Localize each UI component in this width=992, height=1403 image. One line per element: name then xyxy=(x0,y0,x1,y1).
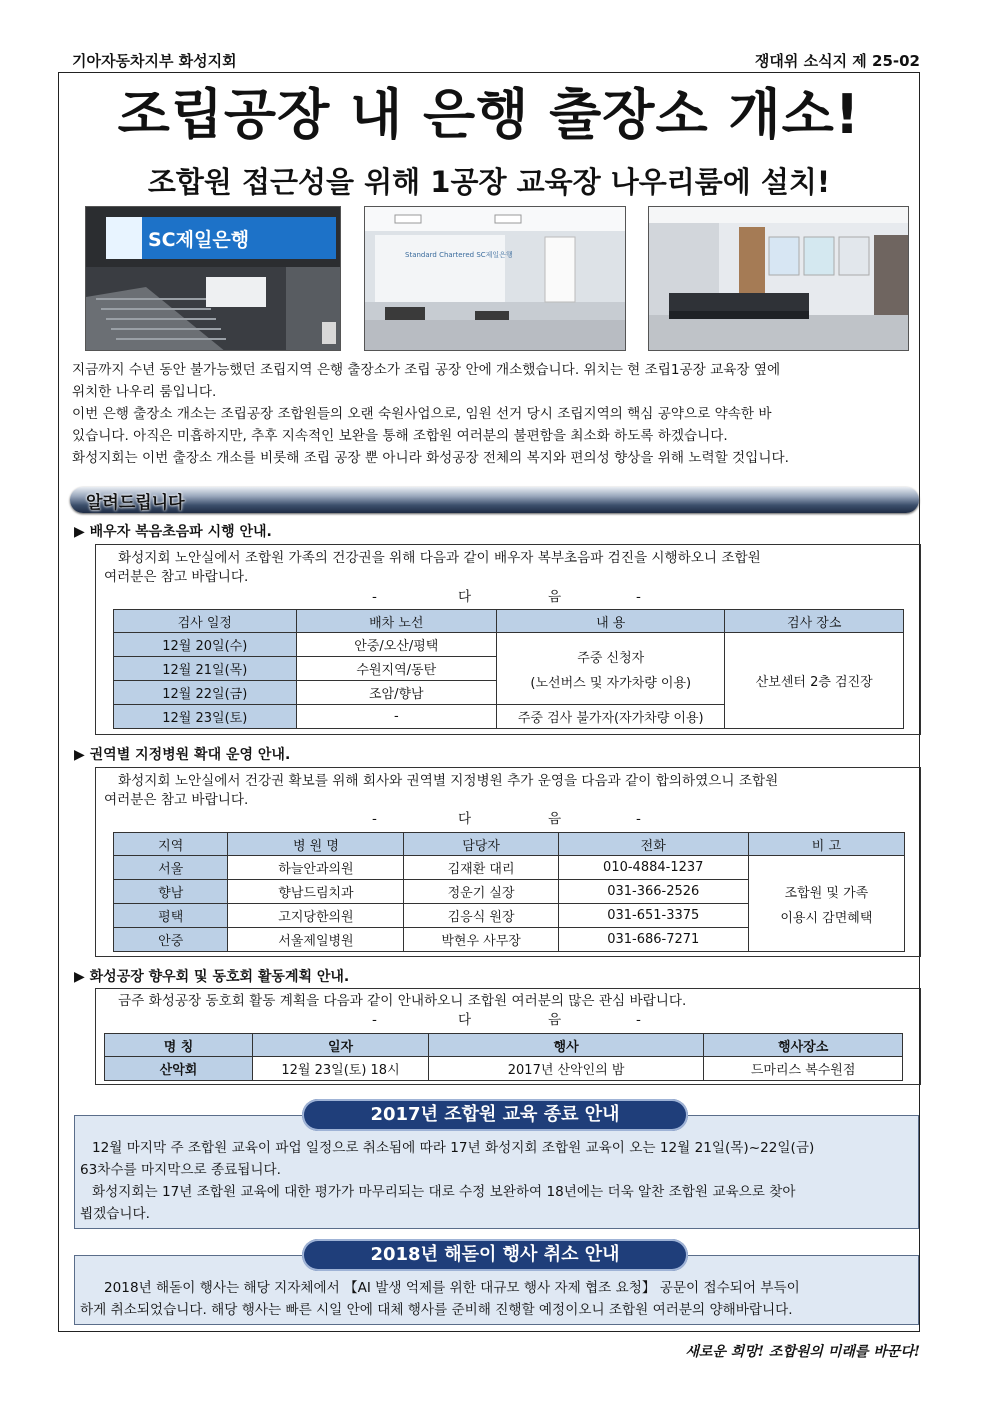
notice-2017-line: 63차수를 마지막으로 종료됩니다. xyxy=(80,1162,281,1178)
col-header: 내 용 xyxy=(497,610,725,633)
event-place: 드마리스 복수원점 xyxy=(704,1057,903,1081)
section-ultrasound-text-1: 화성지회 노안실에서 조합원 가족의 건강권을 위해 다음과 같이 배우자 복부초음파 검진을 시행하오니 조합원 xyxy=(118,550,761,566)
dagum-dash: - xyxy=(372,1012,377,1028)
office-sign-text: Standard Chartered SC제일은행 xyxy=(405,251,513,259)
dagum-da: 다 xyxy=(458,811,472,827)
dagum-da: 다 xyxy=(458,1012,472,1028)
contact-person: 정운기 실장 xyxy=(404,880,558,904)
phone-number: 031-366-2526 xyxy=(558,880,748,904)
notice-2017-line: 뵙겠습니다. xyxy=(80,1206,150,1222)
notice-2017-title: 2017년 조합원 교육 종료 안내 xyxy=(302,1099,688,1131)
col-header: 명 칭 xyxy=(105,1034,253,1057)
bus-route: 조암/향남 xyxy=(296,681,496,705)
region: 서울 xyxy=(114,856,228,880)
photo-waiting-room xyxy=(648,206,909,351)
col-header: 비 고 xyxy=(748,833,904,856)
notice-banner-label: 알려드립니다 xyxy=(86,493,185,513)
phone-number: 010-4884-1237 xyxy=(558,856,748,880)
dagum-dash: - xyxy=(636,589,641,605)
notice-2018-line: 하게 취소되었습니다. 해당 행사는 빠른 시일 안에 대체 행사를 준비해 진행할 예정이오니 조합원 여러분의 양해바랍니다. xyxy=(80,1302,793,1318)
schedule-date: 12월 22일(금) xyxy=(114,681,297,705)
table-header-row xyxy=(114,610,904,633)
section-hospital-text-1: 화성지회 노안실에서 건강권 확보를 위해 회사와 권역별 지정병원 추가 운영을 다음과 같이 합의하였으니 조합원 xyxy=(118,773,779,789)
intro-paragraph xyxy=(72,359,922,469)
table-row xyxy=(114,633,904,657)
section-ultrasound-text-2: 여러분은 참고 바랍니다. xyxy=(104,569,249,585)
notice-2017-line: 12월 마지막 주 조합원 교육이 파업 일정으로 취소됨에 따라 17년 화성지회 조합원 교육이 오는 12월 21일(목)~22일(금) xyxy=(92,1140,815,1156)
col-header: 검사 장소 xyxy=(725,610,904,633)
col-header: 검사 일정 xyxy=(114,610,297,633)
photo-bank-office xyxy=(364,206,626,351)
table-row xyxy=(114,856,905,880)
note-line: 조합원 및 가족 xyxy=(784,885,869,901)
table-header-row xyxy=(114,833,905,856)
headline-subtitle: 조합원 접근성을 위해 1공장 교육장 나우리룸에 설치! xyxy=(147,165,831,199)
header-issue-number: 쟁대위 소식지 제 25-02 xyxy=(754,52,920,70)
section-club-text: 금주 화성공장 동호회 활동 계획을 다음과 같이 안내하오니 조합원 여러분의 많은 관심 바랍니다. xyxy=(118,993,687,1009)
col-header: 지역 xyxy=(114,833,228,856)
schedule-date: 12월 20일(수) xyxy=(114,633,297,657)
col-header: 전화 xyxy=(558,833,748,856)
notice-2017-line: 화성지회는 17년 조합원 교육에 대한 평가가 마무리되는 대로 수정 보완하여 18년에는 더욱 알찬 조합원 교육으로 찾아 xyxy=(92,1184,796,1200)
col-header: 배차 노선 xyxy=(296,610,496,633)
footer-slogan: 새로운 희망! 조합원의 미래를 바꾼다! xyxy=(685,1344,920,1360)
dagum-dash: - xyxy=(372,589,377,605)
club-name: 산악회 xyxy=(105,1057,253,1081)
bus-route: 안중/오산/평택 xyxy=(296,633,496,657)
hospital-name: 하늘안과의원 xyxy=(228,856,404,880)
event-date: 12월 23일(토) 18시 xyxy=(253,1057,429,1081)
hospital-name: 서울제일병원 xyxy=(228,928,404,952)
region: 안중 xyxy=(114,928,228,952)
contact-person: 김재환 대리 xyxy=(404,856,558,880)
intro-line: 위치한 나우리 룸입니다. xyxy=(72,384,217,400)
col-header: 병 원 명 xyxy=(228,833,404,856)
section-ultrasound-heading: ▶ 배우자 복음초음파 시행 안내. xyxy=(74,524,272,540)
schedule-date: 12월 23일(토) xyxy=(114,705,297,729)
intro-line: 화성지회는 이번 출장소 개소를 비롯해 조립 공장 뿐 아니라 화성공장 전체의 복지와 편의성 향상을 위해 노력할 것입니다. xyxy=(72,450,789,466)
col-header: 일자 xyxy=(253,1034,429,1057)
hospital-name: 고지당한의원 xyxy=(228,904,404,928)
bank-sign-text: SC제일은행 xyxy=(148,229,250,251)
exam-place: 산보센터 2층 검진장 xyxy=(725,633,904,729)
headline-title: 조립공장 내 은행 출장소 개소! xyxy=(117,83,861,146)
content-line: 주중 신청자 xyxy=(577,650,645,666)
notice-2018-title: 2018년 해돋이 행사 취소 안내 xyxy=(302,1239,688,1271)
hospital-name: 향남드림치과 xyxy=(228,880,404,904)
content-line: (노선버스 및 자가차량 이용) xyxy=(530,675,692,691)
contact-person: 김응식 원장 xyxy=(404,904,558,928)
ultrasound-table xyxy=(113,609,904,729)
dagum-eum: 음 xyxy=(548,589,562,605)
event-name: 2017년 산악인의 밤 xyxy=(428,1057,703,1081)
header-union-name: 기아자동차지부 화성지회 xyxy=(72,52,237,70)
dagum-dash: - xyxy=(636,1012,641,1028)
bus-route: - xyxy=(296,705,496,729)
intro-line: 이번 은행 출장소 개소는 조립공장 조합원들의 오랜 숙원사업으로, 임원 선거 당시 조립지역의 핵심 공약으로 약속한 바 xyxy=(72,406,772,422)
section-hospital-heading: ▶ 권역별 지정병원 확대 운영 안내. xyxy=(74,747,291,763)
content-cell xyxy=(497,633,725,705)
notice-banner xyxy=(70,487,919,513)
note-line: 이용시 감면혜택 xyxy=(780,910,873,926)
col-header: 담당자 xyxy=(404,833,558,856)
intro-line: 지금까지 수년 동안 불가능했던 조립지역 은행 출장소가 조립 공장 안에 개소했습니다. 위치는 현 조립1공장 교육장 옆에 xyxy=(72,362,781,378)
region: 평택 xyxy=(114,904,228,928)
col-header: 행사장소 xyxy=(704,1034,903,1057)
dagum-eum: 음 xyxy=(548,811,562,827)
table-row xyxy=(105,1057,903,1081)
table-header-row xyxy=(105,1034,903,1057)
intro-line: 있습니다. 아직은 미흡하지만, 추후 지속적인 보완을 통해 조합원 여러분의 불편함을 최소화 하도록 하겠습니다. xyxy=(72,428,728,444)
region: 향남 xyxy=(114,880,228,904)
hospital-table xyxy=(113,832,905,952)
phone-number: 031-686-7271 xyxy=(558,928,748,952)
notice-2018-line: 2018년 해돋이 행사는 해당 지자체에서 【AI 발생 억제를 위한 대규모 행사 자제 협조 요청】 공문이 접수되어 부득이 xyxy=(104,1280,800,1296)
photo-bank-sign xyxy=(85,206,341,351)
contact-person: 박현우 사무장 xyxy=(404,928,558,952)
bus-route: 수원지역/동탄 xyxy=(296,657,496,681)
section-club-heading: ▶ 화성공장 향우회 및 동호회 활동계획 안내. xyxy=(74,969,350,985)
dagum-dash: - xyxy=(636,811,641,827)
section-hospital-text-2: 여러분은 참고 바랍니다. xyxy=(104,792,249,808)
dagum-dash: - xyxy=(372,811,377,827)
dagum-da: 다 xyxy=(458,589,472,605)
phone-number: 031-651-3375 xyxy=(558,904,748,928)
club-table xyxy=(104,1033,903,1081)
dagum-eum: 음 xyxy=(548,1012,562,1028)
content-cell: 주중 검사 불가자(자가차량 이용) xyxy=(497,705,725,729)
schedule-date: 12월 21일(목) xyxy=(114,657,297,681)
note-cell xyxy=(748,856,904,952)
col-header: 행사 xyxy=(428,1034,703,1057)
